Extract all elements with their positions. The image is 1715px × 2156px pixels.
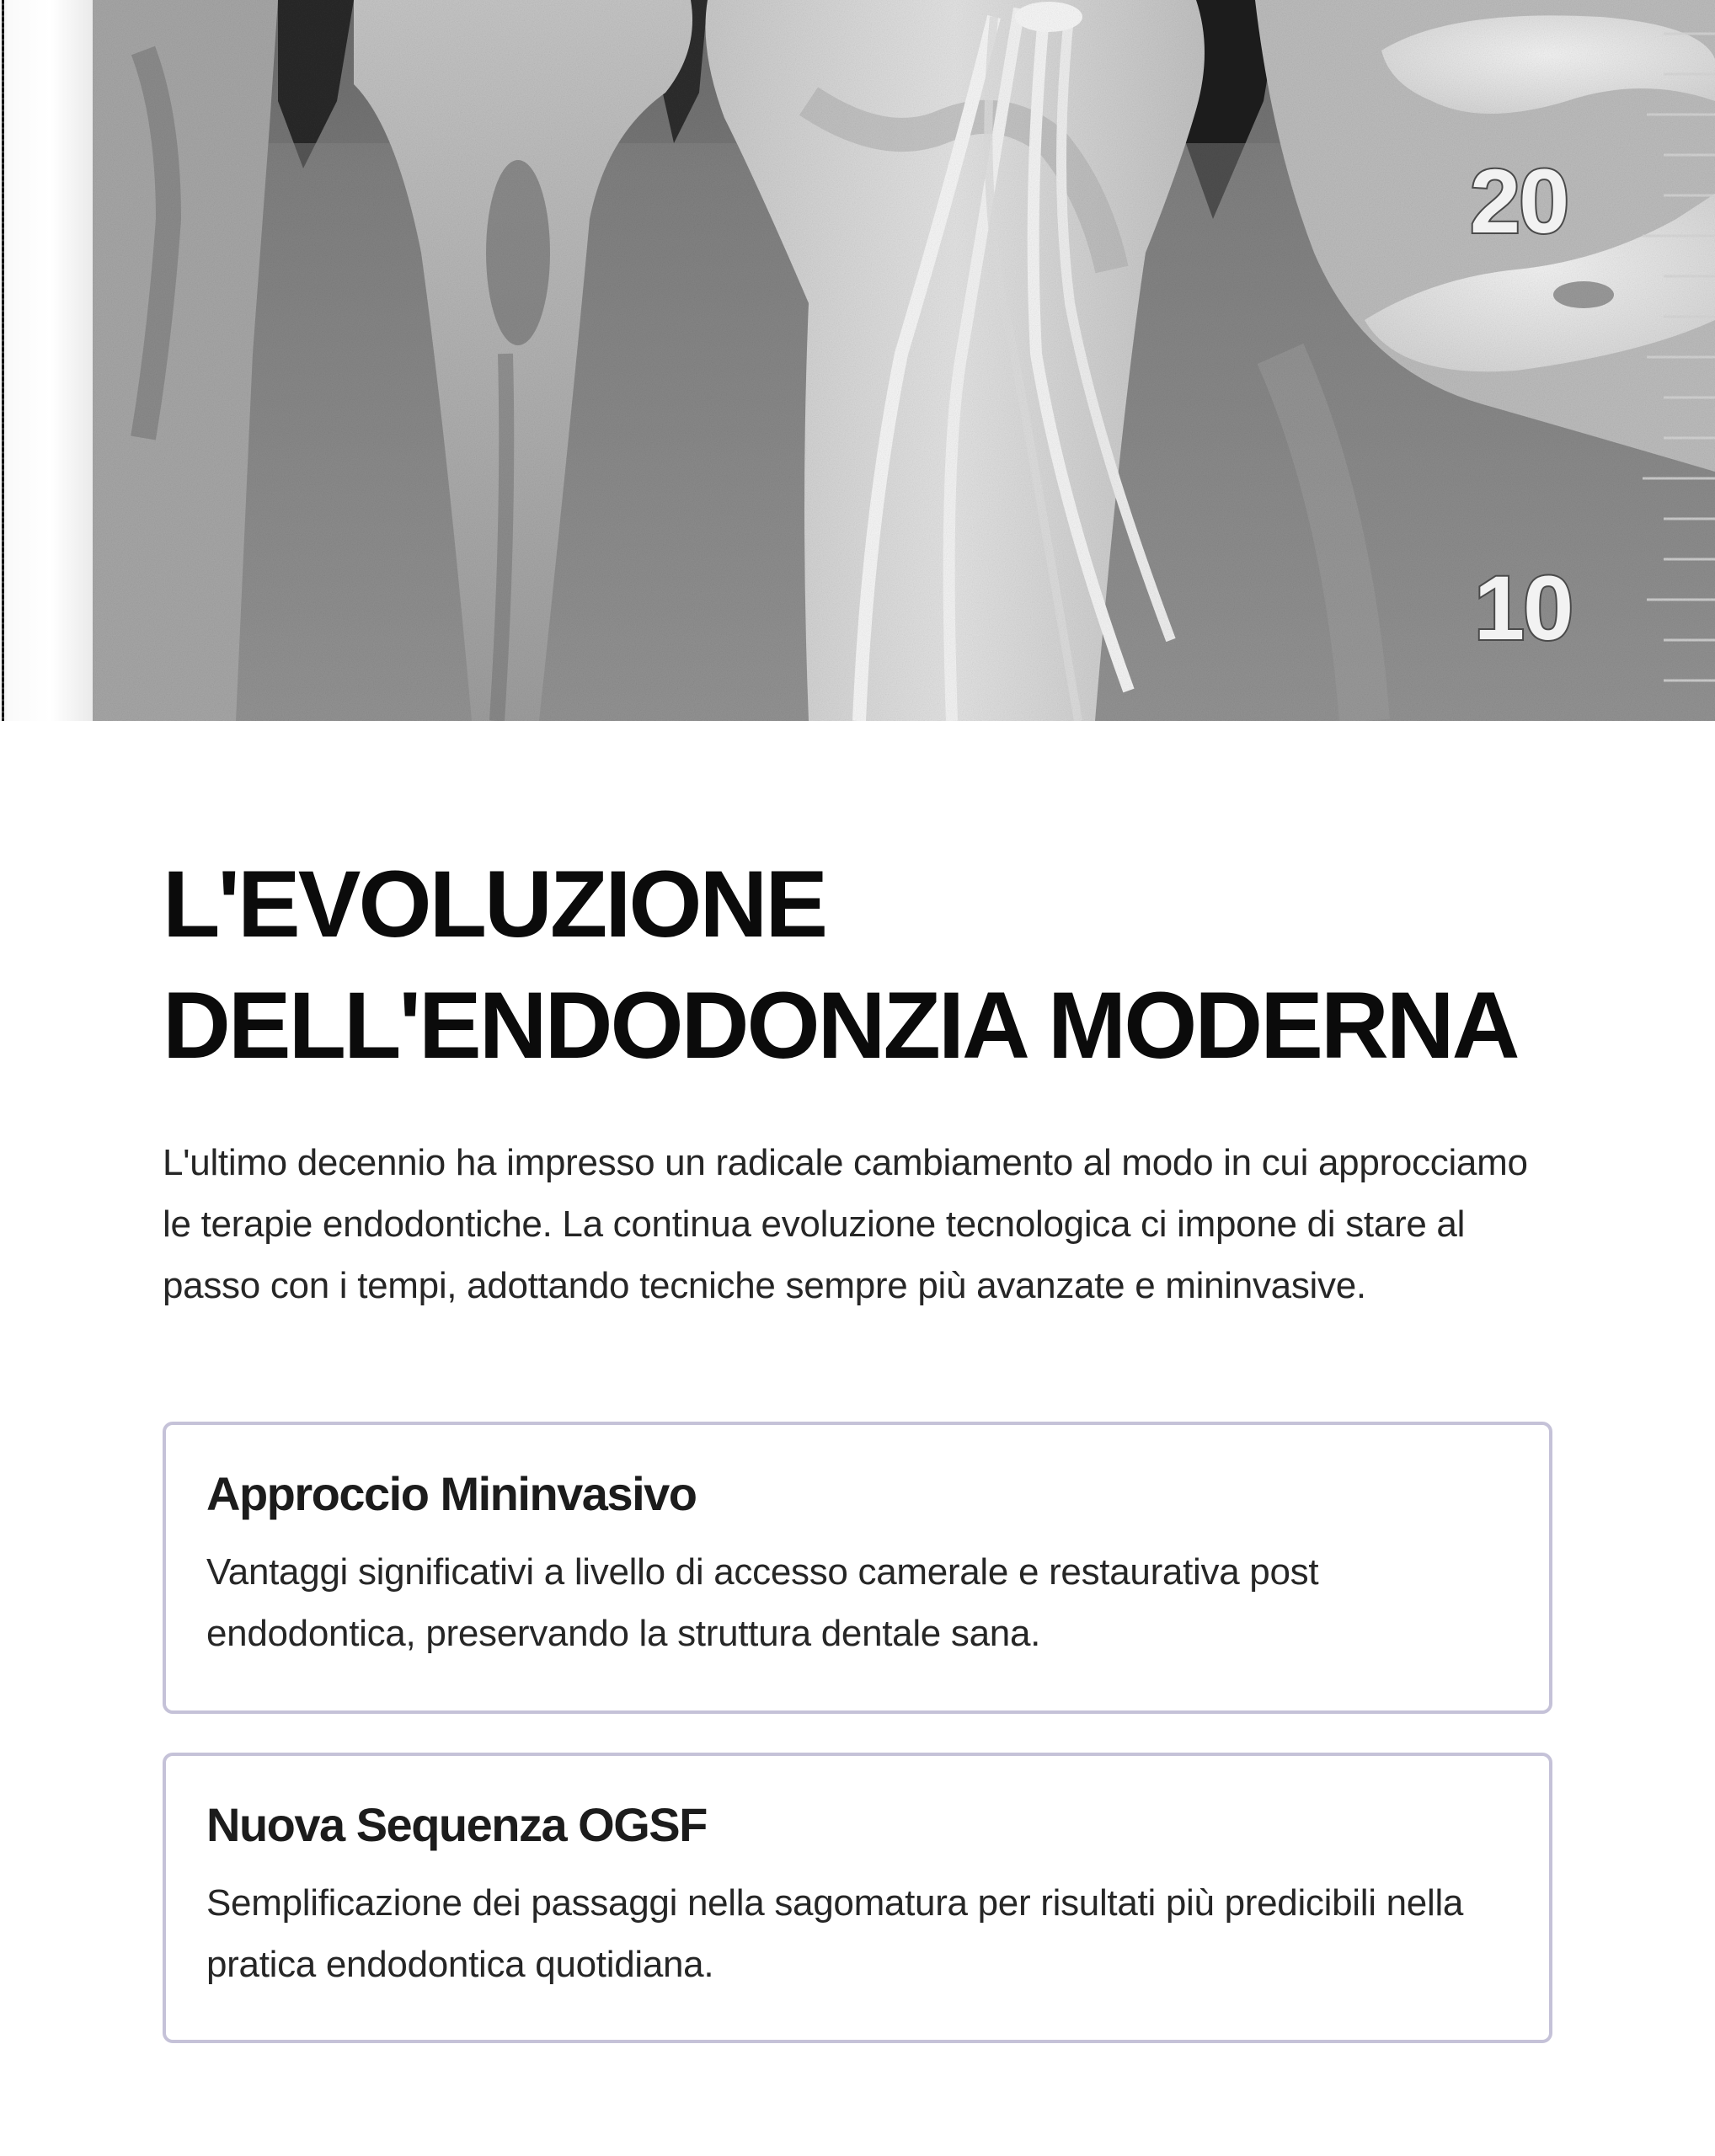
scale-label-10: 10 [1474,557,1573,659]
page-title [163,844,1595,1086]
card-text: Semplificazione dei passaggi nella sagomatura per risultati più predicibili nella pratica endodontica quotidiana. [206,1882,1464,1985]
intro-paragraph: L'ultimo decennio ha impresso un radicale cambiamento al modo in cui approcciamo le terapie endodontiche. La continua evoluzione tecnologica ci impone di stare al passo con i tempi, adottando tecniche sempre più avanzate e mininvasive. [163,1142,1528,1306]
scale-label-20: 20 [1470,150,1568,252]
card-title: Nuova Sequenza OGSF [206,1798,707,1851]
feature-card-minimally-invasive [163,1422,1552,1714]
xray-illustration [0,0,1715,721]
film-edge [0,0,93,721]
card-text: Vantaggi significativi a livello di accesso camerale e restaurativa post endodontica, preservando la struttura dentale sana. [206,1551,1319,1654]
card-title: Approccio Mininvasivo [206,1467,697,1520]
page-title-line-2: DELL'ENDODONZIA MODERNA [163,973,1518,1078]
hero-xray-image [0,0,1715,721]
feature-card-ogsf-sequence [163,1753,1552,2043]
page-title-line-1: L'EVOLUZIONE [163,851,826,957]
